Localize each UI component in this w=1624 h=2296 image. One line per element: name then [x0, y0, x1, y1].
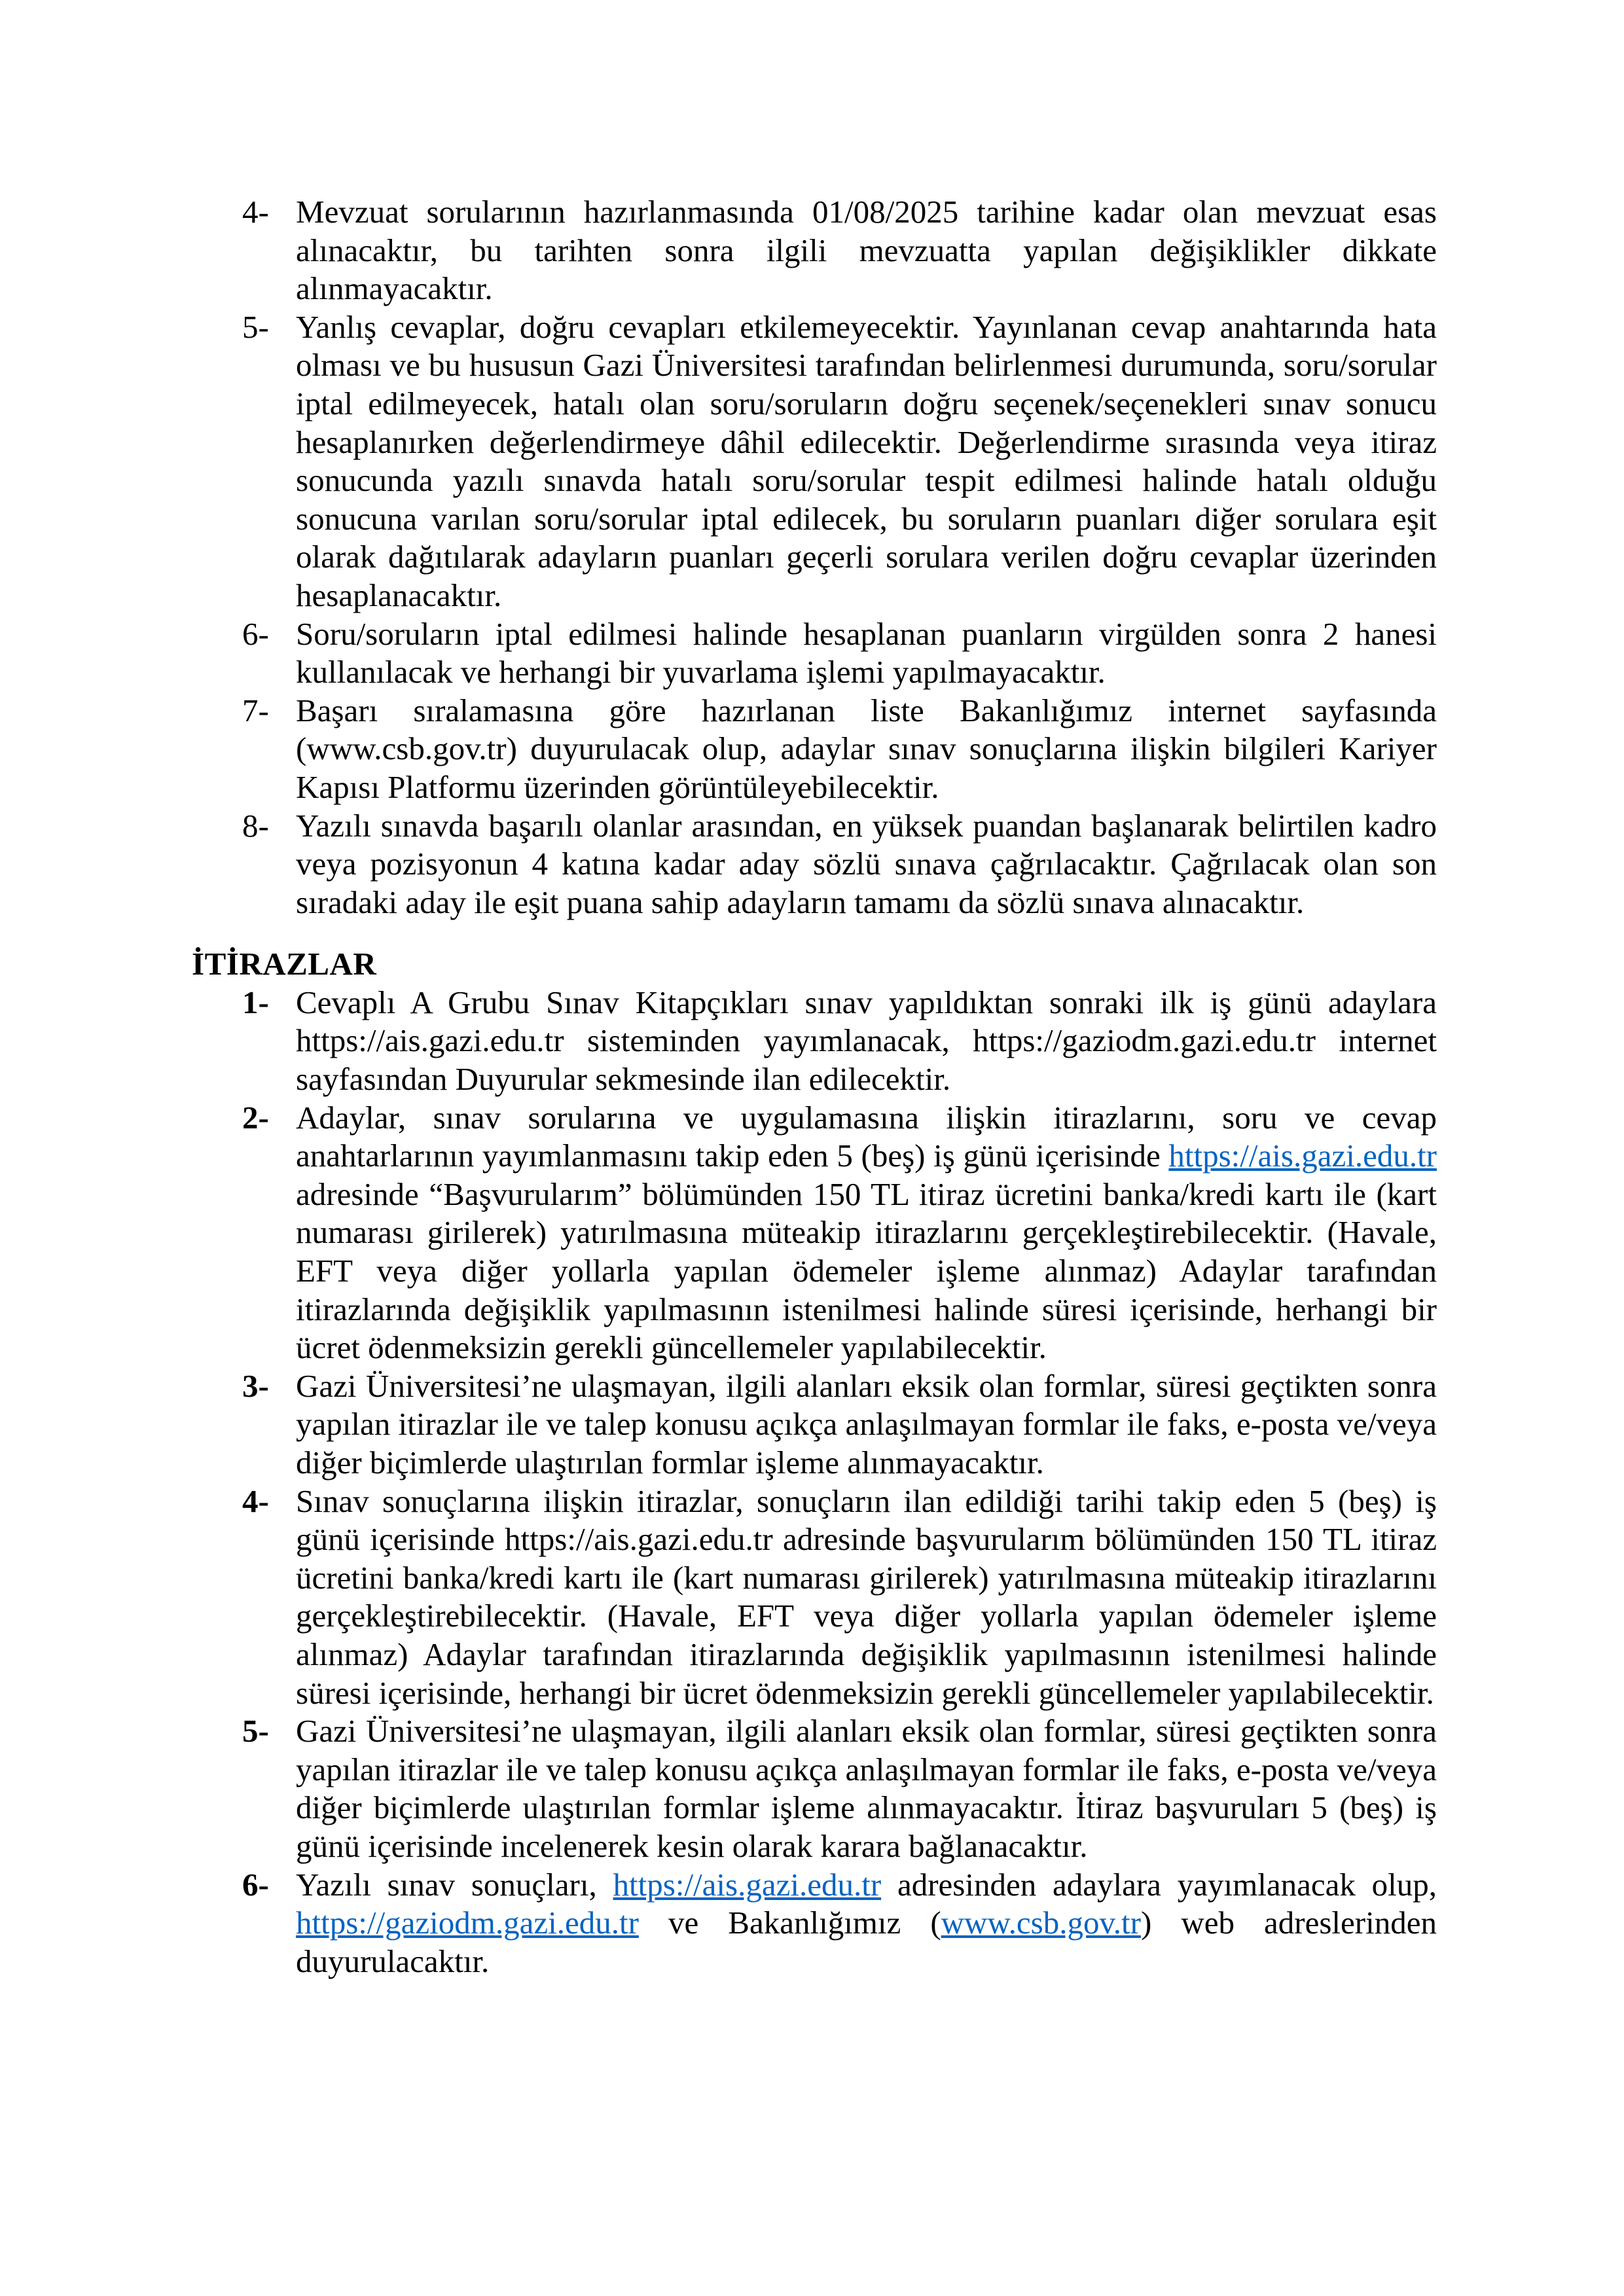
- item-number: 4-: [242, 1482, 269, 1519]
- item-number: 7-: [242, 692, 269, 728]
- list-item: [187, 1866, 1437, 1981]
- itirazlar-heading: İTİRAZLAR: [192, 946, 377, 982]
- item-text: Başarı sıralamasına göre hazırlanan liste Bakanlığımız internet sayfasında (www.csb.gov.tr) duyurulacak olup, adaylar sınav sonuçlarına ilişkin bilgileri Kariyer Kapısı Platformu üzerinden görüntüleyebilecektir.: [296, 692, 1437, 805]
- item-number: 4-: [242, 194, 269, 230]
- item-number: 8-: [242, 807, 269, 844]
- item-text: ve Bakanlığımız (: [638, 1905, 941, 1941]
- item-number: 6-: [242, 1866, 269, 1903]
- item-text: Mevzuat sorularının hazırlanmasında 01/08/2025 tarihine kadar olan mevzuat esas alınacaktır, bu tarihten sonra ilgili mevzuatta yapılan değişiklikler dikkate alınmayacaktır.: [296, 194, 1437, 307]
- item-text: adresinden adaylara yayımlanacak olup,: [881, 1866, 1437, 1903]
- list-item: [187, 1482, 1437, 1713]
- item-number: 5-: [242, 308, 269, 345]
- list-item: [187, 807, 1437, 922]
- item-text: ) web adreslerinden duyurulacaktır.: [296, 1905, 1437, 1979]
- item-text: adresinde “Başvurularım” bölümünden 150 TL itiraz ücretini banka/kredi kartı ile (kart numarası girilerek) yatırılmasına müteakip itirazlarını gerçekleştirebilecektir. (Havale, EFT veya diğer yollarla yapılan ödemeler işleme alınmaz) Adaylar tarafından itirazlarında değişiklik yapılmasının istenilmesi halinde süresi içerisinde, herhangi bir ücret ödenmeksizin gerekli güncellemeler yapılabilecektir.: [296, 1175, 1437, 1366]
- item-number: 5-: [242, 1713, 269, 1749]
- item-number: 2-: [242, 1099, 269, 1136]
- gaziodm-link[interactable]: https://gaziodm.gazi.edu.tr: [296, 1905, 639, 1941]
- item-text: Yanlış cevaplar, doğru cevapları etkilemeyecektir. Yayınlanan cevap anahtarında hata olması ve bu hususun Gazi Üniversitesi tarafından belirlenmesi durumunda, soru/sorular iptal edilmeyecek, hatalı olan soru/soruların doğru seçenek/seçenekleri sınav sonucu hesaplanırken değerlendirmeye dâhil edilecektir. Değerlendirme sırasında veya itiraz sonucunda yazılı sınavda hatalı soru/sorular tespit edilmesi halinde hatalı olduğu sonucuna varılan soru/sorular iptal edilecek, bu soruların puanları diğer sorulara eşit olarak dağıtılarak adayların puanları geçerli sorulara verilen doğru cevaplar üzerinden hesaplanacaktır.: [296, 308, 1437, 613]
- item-text: Sınav sonuçlarına ilişkin itirazlar, sonuçların ilan edildiği tarihi takip eden 5 (beş) iş günü içerisinde https://ais.gazi.edu.tr adresinde başvurularım bölümünden 150 TL itiraz ücretini banka/kredi kartı ile (kart numarası girilerek) yatırılmasına müteakip itirazlarını gerçekleştirebilecektir. (Havale, EFT veya diğer yollarla yapılan ödemeler işleme alınmaz) Adaylar tarafından itirazlarında değişiklik yapılmasının istenilmesi halinde süresi içerisinde, herhangi bir ücret ödenmeksizin gerekli güncellemeler yapılabilecektir.: [296, 1482, 1437, 1711]
- list-item: [187, 1712, 1437, 1865]
- csb-gov-link[interactable]: www.csb.gov.tr: [941, 1905, 1141, 1941]
- ais-gazi-link[interactable]: https://ais.gazi.edu.tr: [613, 1866, 882, 1903]
- item-text: Yazılı sınavda başarılı olanlar arasından, en yüksek puandan başlanarak belirtilen kadro veya pozisyonun 4 katına kadar aday sözlü sınava çağrılacaktır. Çağrılacak olan son sıradaki aday ile eşit puana sahip adayların tamamı da sözlü sınava alınacaktır.: [296, 807, 1437, 920]
- ais-gazi-link[interactable]: https://ais.gazi.edu.tr: [1168, 1138, 1437, 1174]
- general-rules-list: [187, 193, 1437, 922]
- item-text: Gazi Üniversitesi’ne ulaşmayan, ilgili alanları eksik olan formlar, süresi geçtikten sonra yapılan itirazlar ile ve talep konusu açıkça anlaşılmayan formlar ile faks, e-posta ve/veya diğer biçimlerde ulaştırılan formlar işleme alınmayacaktır.: [296, 1367, 1437, 1480]
- list-item: [187, 1367, 1437, 1482]
- list-item: [187, 984, 1437, 1099]
- item-text: Yazılı sınav sonuçları,: [296, 1866, 613, 1903]
- list-item: [187, 308, 1437, 615]
- item-text: Cevaplı A Grubu Sınav Kitapçıkları sınav yapıldıktan sonraki ilk iş günü adaylara https://ais.gazi.edu.tr sisteminden yayımlanacak, https://gaziodm.gazi.edu.tr internet sayfasından Duyurular sekmesinde ilan edilecektir.: [296, 984, 1437, 1098]
- item-text: Adaylar, sınav sorularına ve uygulamasına ilişkin itirazlarını, soru ve cevap anahtarlarının yayımlanmasını takip eden 5 (beş) iş günü içerisinde: [296, 1099, 1437, 1174]
- item-text: Soru/soruların iptal edilmesi halinde hesaplanan puanların virgülden sonra 2 hanesi kullanılacak ve herhangi bir yuvarlama işlemi yapılmayacaktır.: [296, 615, 1437, 691]
- list-item: [187, 193, 1437, 308]
- list-item: [187, 615, 1437, 692]
- list-item: [187, 1099, 1437, 1367]
- item-number: 3-: [242, 1367, 269, 1404]
- list-item: [187, 692, 1437, 807]
- document-body: [187, 193, 1437, 1981]
- item-text: Gazi Üniversitesi’ne ulaşmayan, ilgili alanları eksik olan formlar, süresi geçtikten sonra yapılan itirazlar ile ve talep konusu açıkça anlaşılmayan formlar ile faks, e-posta ve/veya diğer biçimlerde ulaştırılan formlar işleme alınmayacaktır. İtiraz başvuruları 5 (beş) iş günü içerisinde incelenerek kesin olarak karara bağlanacaktır.: [296, 1713, 1437, 1864]
- itiraz-rules-list: [187, 984, 1437, 1981]
- item-number: 1-: [242, 984, 269, 1020]
- item-number: 6-: [242, 615, 269, 652]
